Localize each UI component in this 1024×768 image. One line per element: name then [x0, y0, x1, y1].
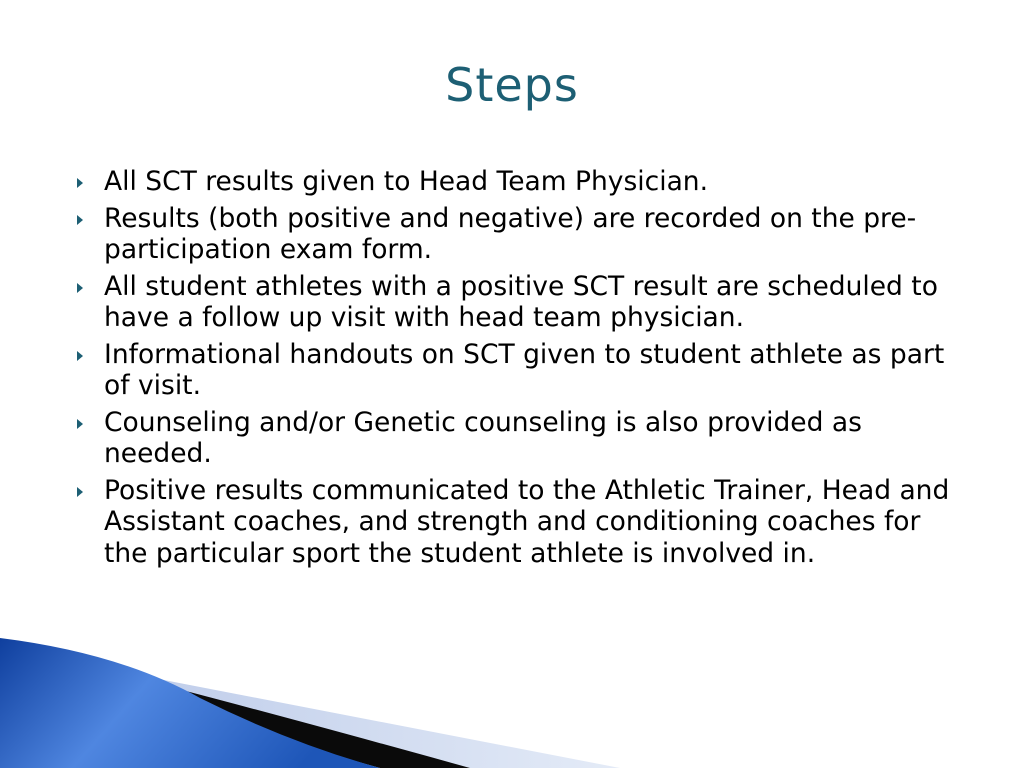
corner-swoosh-decoration — [0, 638, 1024, 768]
bullet-text: All SCT results given to Head Team Physician. — [104, 166, 709, 197]
slide-title: Steps — [445, 58, 579, 112]
triangle-bullet-icon — [77, 419, 83, 429]
triangle-bullet-icon — [77, 215, 83, 225]
list-item — [72, 407, 972, 470]
list-item — [72, 475, 972, 570]
bullet-text: Results (both positive and negative) are recorded on the pre-participation exam form. — [104, 202, 917, 265]
list-item — [72, 339, 972, 402]
triangle-bullet-icon — [77, 351, 83, 361]
bullet-text: All student athletes with a positive SCT result are scheduled to have a follow up visit with head team physician. — [104, 270, 938, 333]
bullet-list — [72, 166, 972, 574]
list-item — [72, 166, 972, 198]
list-item — [72, 203, 972, 266]
triangle-bullet-icon — [77, 487, 83, 497]
list-item — [72, 271, 972, 334]
triangle-bullet-icon — [77, 178, 83, 188]
triangle-bullet-icon — [77, 283, 83, 293]
bullet-text: Counseling and/or Genetic counseling is also provided as needed. — [104, 406, 862, 469]
bullet-text: Informational handouts on SCT given to student athlete as part of visit. — [104, 338, 945, 401]
bullet-text: Positive results communicated to the Athletic Trainer, Head and Assistant coaches, and strength and conditioning coaches for the particular sport the student athlete is involved in. — [104, 474, 950, 569]
